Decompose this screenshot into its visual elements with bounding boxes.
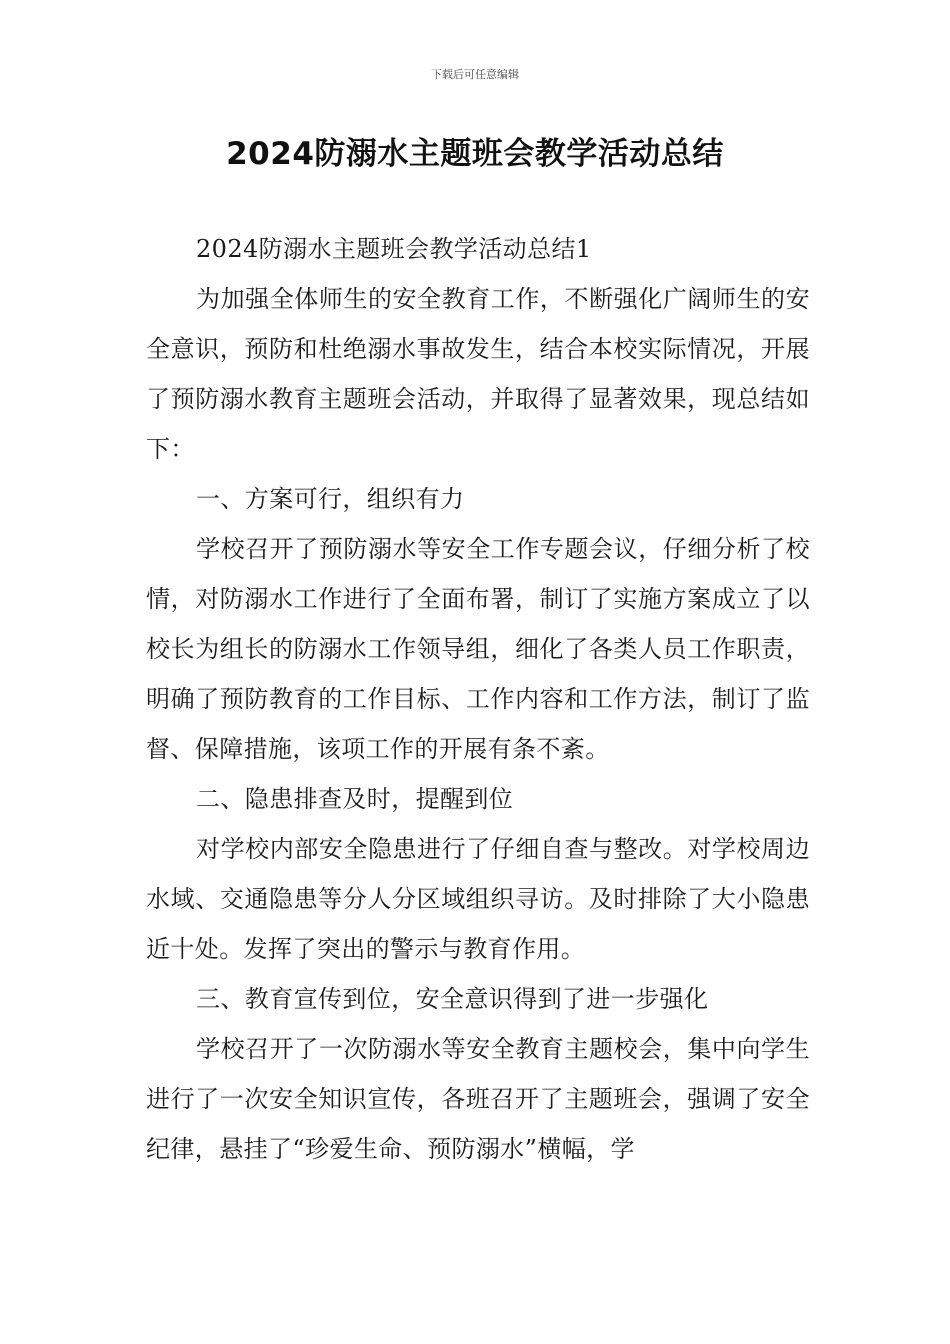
subtitle-paragraph: 2024防溺水主题班会教学活动总结1 bbox=[196, 235, 592, 263]
document-body bbox=[146, 224, 810, 1174]
section-3-paragraph: 学校召开了一次防溺水等安全教育主题校会，集中向学生进行了一次安全知识宣传，各班召开了主题班会，强调了安全纪律，悬挂了“珍爱生命、预防溺水”横幅，学 bbox=[146, 1035, 810, 1163]
section-2-paragraph: 对学校内部安全隐患进行了仔细自查与整改。对学校周边水域、交通隐患等分人分区域组织寻访。及时排除了大小隐患近十处。发挥了突出的警示与教育作用。 bbox=[146, 835, 810, 963]
section-heading-3: 三、教育宣传到位，安全意识得到了进一步强化 bbox=[196, 985, 709, 1013]
intro-paragraph: 为加强全体师生的安全教育工作，不断强化广阔师生的安全意识，预防和杜绝溺水事故发生，结合本校实际情况，开展了预防溺水教育主题班会活动，并取得了显著效果，现总结如下： bbox=[146, 285, 810, 463]
section-heading-2: 二、隐患排查及时，提醒到位 bbox=[196, 785, 514, 813]
header-note: 下载后可任意编辑 bbox=[431, 68, 519, 81]
section-1-paragraph: 学校召开了预防溺水等安全工作专题会议，仔细分析了校情，对防溺水工作进行了全面布署，制订了实施方案成立了以校长为组长的防溺水工作领导组，细化了各类人员工作职责，明确了预防教育的工作目标、工作内容和工作方法，制订了监督、保障措施，该项工作的开展有条不紊。 bbox=[146, 535, 810, 763]
section-heading-1: 一、方案可行，组织有力 bbox=[196, 485, 465, 513]
document-title: 2024防溺水主题班会教学活动总结 bbox=[226, 136, 724, 172]
